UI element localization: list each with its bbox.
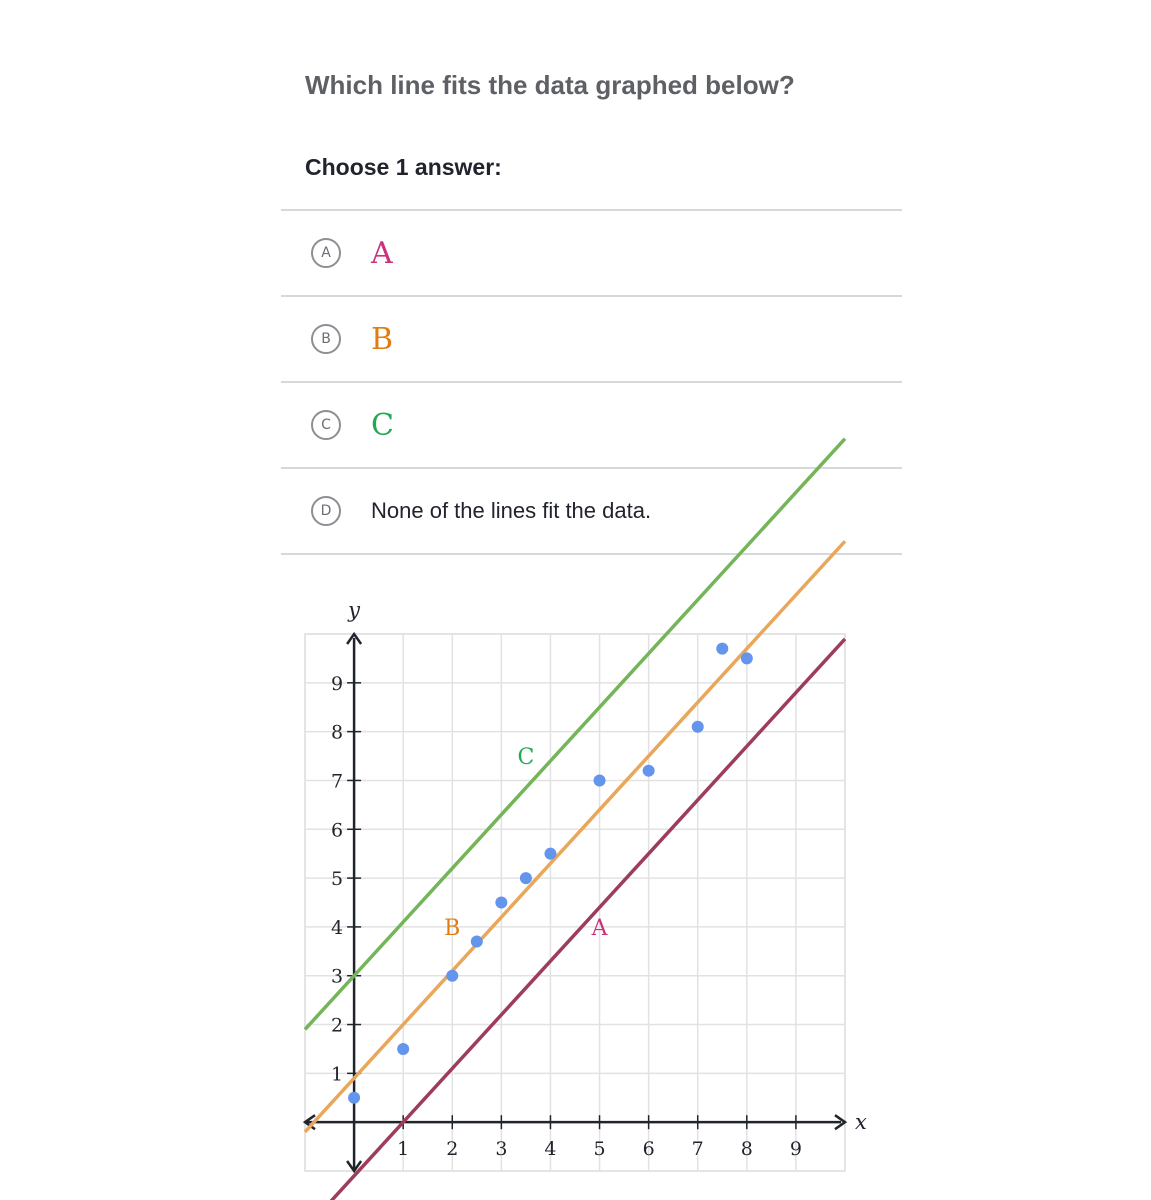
y-tick-label: 4 <box>330 916 344 939</box>
data-point <box>495 897 507 909</box>
line-label-b: B <box>444 915 461 941</box>
y-tick-label: 2 <box>330 1014 344 1037</box>
x-tick-label: 1 <box>397 1138 410 1161</box>
data-point <box>643 765 655 777</box>
choice-a-bubble[interactable]: A <box>311 238 341 268</box>
x-tick-label: 8 <box>740 1138 753 1161</box>
data-point <box>397 1043 409 1055</box>
data-point <box>716 643 728 655</box>
data-point <box>348 1092 360 1104</box>
x-tick-label: 2 <box>446 1138 459 1161</box>
data-point <box>692 721 704 733</box>
data-point <box>741 652 753 664</box>
data-point <box>544 848 556 860</box>
line-c <box>305 439 845 1030</box>
answer-instruction: Choose 1 answer: <box>305 154 502 180</box>
data-point <box>520 872 532 884</box>
x-tick-label: 3 <box>495 1138 508 1161</box>
data-point <box>471 936 483 948</box>
y-axis-label: y <box>348 598 361 622</box>
choice-b-label: B <box>371 321 394 357</box>
x-axis-label: x <box>855 1110 867 1135</box>
data-point <box>446 970 458 982</box>
y-tick-label: 7 <box>330 770 344 793</box>
x-tick-label: 5 <box>593 1138 606 1161</box>
x-tick-label: 6 <box>642 1138 655 1161</box>
y-tick-label: 6 <box>330 819 344 842</box>
x-tick-label: 7 <box>691 1138 704 1161</box>
plot-frame <box>305 634 845 1171</box>
y-tick-label: 8 <box>330 721 344 744</box>
x-tick-label: 9 <box>789 1138 802 1161</box>
question-text: Which line fits the data graphed below? <box>305 70 795 100</box>
y-tick-label: 3 <box>330 965 344 988</box>
y-tick-label: 5 <box>330 868 344 891</box>
choice-d-bubble[interactable]: D <box>311 496 341 526</box>
line-label-c: C <box>517 745 535 771</box>
choice-b-bubble[interactable]: B <box>311 324 341 354</box>
line-a <box>305 639 845 1200</box>
y-tick-label: 9 <box>330 672 344 695</box>
choice-a-label: A <box>371 235 393 271</box>
choice-d-label: None of the lines fit the data. <box>371 498 652 523</box>
x-tick-label: 4 <box>544 1138 557 1161</box>
line-label-a: A <box>591 915 608 941</box>
choice-c-label: C <box>371 407 394 443</box>
line-b <box>305 541 845 1132</box>
y-tick-label: 1 <box>330 1063 344 1086</box>
choice-c-bubble[interactable]: C <box>311 410 341 440</box>
data-point <box>594 774 606 786</box>
